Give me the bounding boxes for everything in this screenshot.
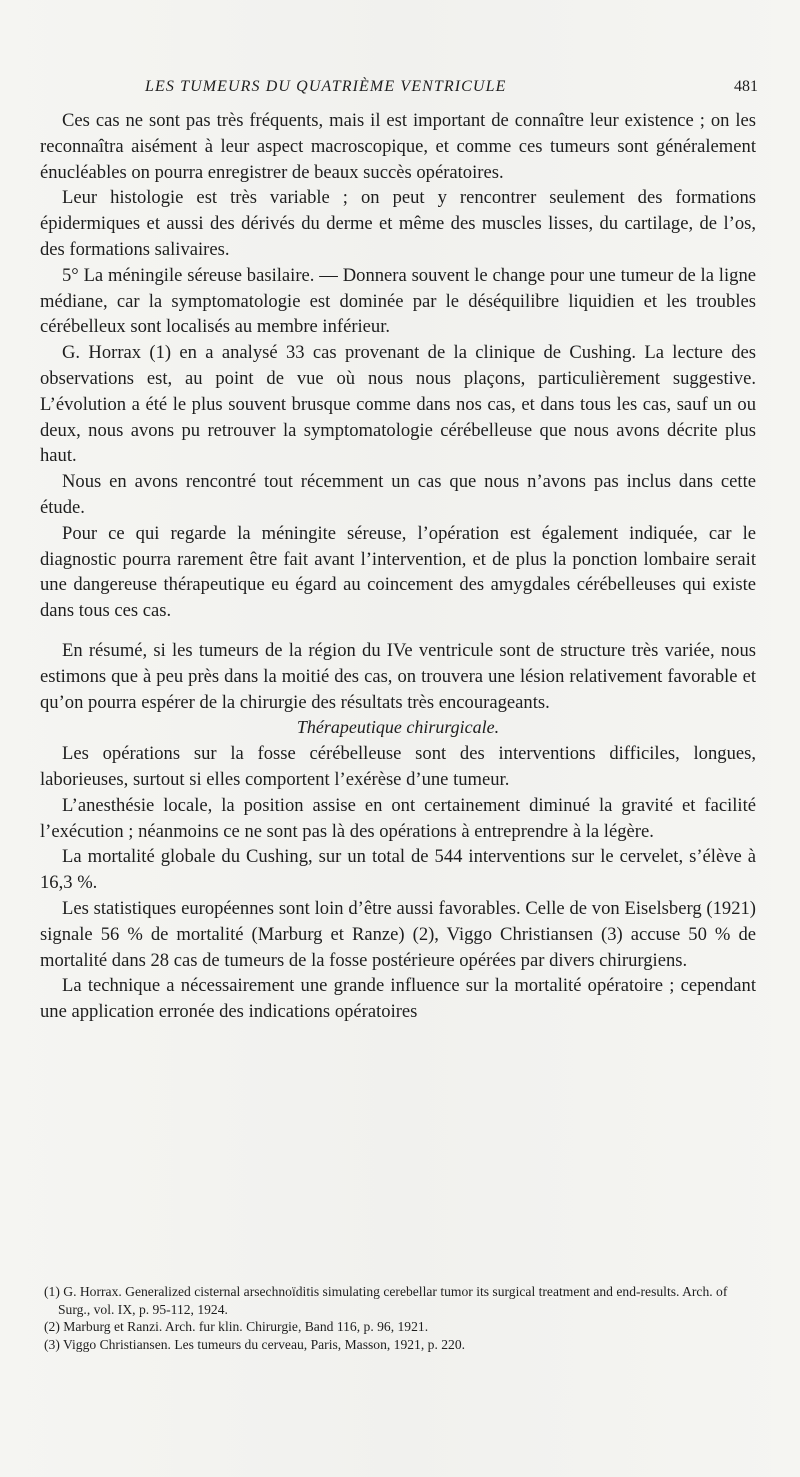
section-paragraph-5: La technique a nécessairement une grande influence sur la mortalité opératoire ; cependant une application erronée des indications opératoires xyxy=(40,975,756,1023)
paragraph-6: Pour ce qui regarde la méningite séreuse, l’opération est également indiquée, car le diagnostic pourra rarement être fait avant l’intervention, et de plus la ponction lombaire serait une dangereuse thérapeutique eu égard au coincement des amygdales cérébelleuses qui existe dans tous ces cas. xyxy=(40,522,756,622)
section-paragraph-4: Les statistiques européennes sont loin d’être aussi favorables. Celle de von Eiselsberg (1921) signale 56 % de mortalité (Marburg et Ranze) (2), Viggo Christiansen (3) accuse 50 % de mortalité dans 28 cas de tumeurs de la fosse postérieure opérées par divers chirurgiens. xyxy=(40,897,756,971)
footnote-1: (1) G. Horrax. Generalized cisternal arsechnoïditis simulating cerebellar tumor its surgical treatment and end-results. Arch. of Surg., vol. IX, p. 95-112, 1924. xyxy=(44,1284,728,1317)
section-paragraph-1: Les opérations sur la fosse cérébelleuse sont des interventions difficiles, longues, laborieuses, surtout si elles comportent l’exérèse d’une tumeur. xyxy=(40,743,756,790)
paragraph-5: Nous en avons rencontré tout récemment un cas que nous n’avons pas inclus dans cette étude. xyxy=(40,471,756,518)
section-paragraph-3: La mortalité globale du Cushing, sur un total de 544 interventions sur le cervelet, s’élève à 16,3 %. xyxy=(40,846,756,894)
running-title: LES TUMEURS DU QUATRIÈME VENTRICULE xyxy=(145,78,507,95)
paragraph-7: En résumé, si les tumeurs de la région du IVe ventricule sont de structure très variée, nous estimons que à peu près dans la moitié des cas, on trouvera une lésion relativement favorable et qu’on pourra espérer de la chirurgie des résultats très encourageants. xyxy=(40,639,756,713)
paragraph-4: G. Horrax (1) en a analysé 33 cas provenant de la clinique de Cushing. La lecture des observations est, au point de vue où nous nous plaçons, particulièrement suggestive. L’évolution a été le plus souvent brusque comme dans nos cas, et dans tous les cas, sauf un ou deux, nous avons pu retrouver la symptomatologie cérébelleuse que nous avons décrite plus haut. xyxy=(40,342,756,467)
page-number: 481 xyxy=(734,78,758,95)
footnote-3: (3) Viggo Christiansen. Les tumeurs du cerveau, Paris, Masson, 1921, p. 220. xyxy=(44,1336,466,1352)
body-text xyxy=(40,108,756,1025)
paragraph-1: Ces cas ne sont pas très fréquents, mais il est important de connaître leur existence ; on les reconnaîtra aisément à leur aspect macroscopique, et comme ces tumeurs sont généralement énucléables on pourra enregistrer de beaux succès opératoires. xyxy=(40,110,756,183)
paragraph-3: 5° La méningile séreuse basilaire. — Donnera souvent le change pour une tumeur de la ligne médiane, car la symptomatologie est dominée par le déséquilibre liquidien et les troubles cérébelleux sont localisés au membre inférieur. xyxy=(40,264,756,338)
footnotes xyxy=(44,1283,760,1353)
section-heading: Thérapeutique chirurgicale. xyxy=(296,717,500,738)
section-paragraph-2: L’anesthésie locale, la position assise en ont certainement diminué la gravité et facilité l’exécution ; néanmoins ce ne sont pas là des opérations à entreprendre à la légère. xyxy=(40,794,756,842)
paragraph-2: Leur histologie est très variable ; on peut y rencontrer seulement des formations épidermiques et aussi des dérivés du derme et même des muscles lisses, du cartilage, de l’os, des formations salivaires. xyxy=(40,187,756,260)
footnote-2: (2) Marburg et Ranzi. Arch. fur klin. Chirurgie, Band 116, p. 96, 1921. xyxy=(44,1319,429,1334)
page-header xyxy=(40,78,762,102)
